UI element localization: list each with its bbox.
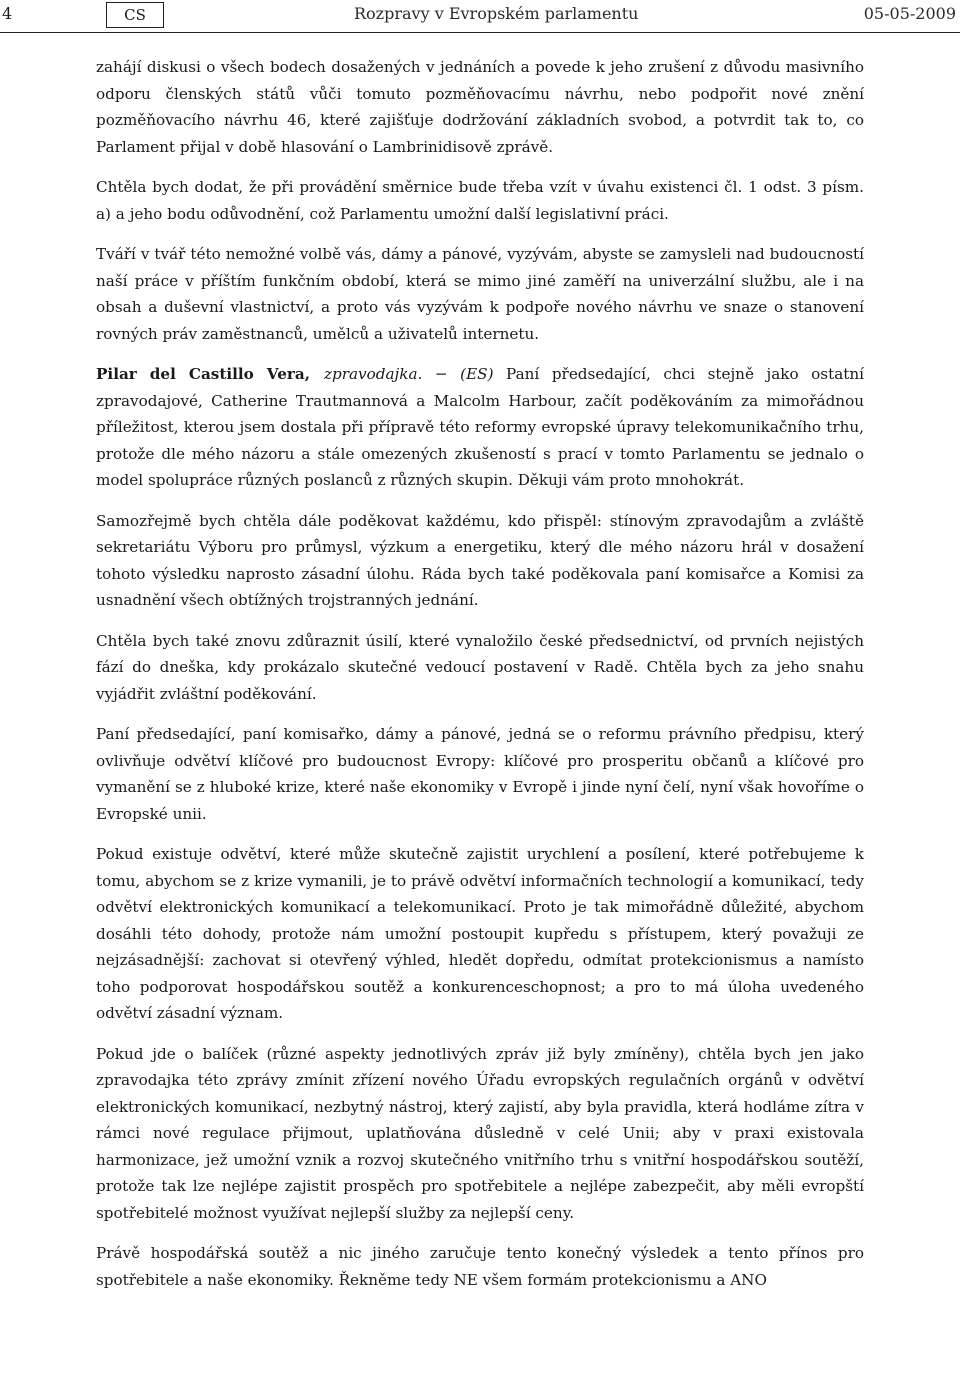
page-number: 4 <box>2 4 13 23</box>
speech-text: Paní předsedající, chci stejně jako ostatní zpravodajové, Catherine Trautmannová a Malcolm Harbour, začít poděkováním za mimořádnou příležitost, kterou jsem dostala při přípravě této reformy evropské úpravy telekomunikačního trhu, protože dle mého názoru a stále omezených zkušeností s prací v tomto Parlamentu se jednalo o model spolupráce různých poslanců z různých skupin. Děkuji vám proto mnohokrát. <box>96 365 864 489</box>
document-title: Rozpravy v Evropském parlamentu <box>354 4 639 23</box>
speaker-name: Pilar del Castillo Vera, <box>96 365 310 383</box>
dash-separator: − <box>422 365 461 383</box>
paragraph: Samozřejmě bych chtěla dále poděkovat každému, kdo přispěl: stínovým zpravodajům a zvláště sekretariátu Výboru pro průmysl, výzkum a energetiku, který dle mého názoru hrál v dosažení tohoto výsledku naprosto zásadní úlohu. Ráda bych také poděkovala paní komisařce a Komisi za usnadnění všech obtížných trojstranných jednání. <box>96 511 864 609</box>
paragraph: zahájí diskusi o všech bodech dosažených v jednáních a povede k jeho zrušení z důvodu masivního odporu členských států vůči tomuto pozměňovacímu návrhu, nebo podpořit nové znění pozměňovacího návrhu 46, které zajišťuje dodržování základních svobod, a potvrdit tak to, co Parlament přijal v době hlasování o Lambrinidisově zprávě. <box>96 58 864 156</box>
speaker-role: zpravodajka. <box>324 365 423 383</box>
original-language-tag: (ES) <box>460 365 494 383</box>
document-date: 05-05-2009 <box>863 4 956 23</box>
paragraph: Tváří v tvář této nemožné volbě vás, dámy a pánové, vyzývám, abyste se zamysleli nad budoucností naší práce v příštím funkčním období, která se mimo jiné zaměří na univerzální službu, ale i na obsah a duševní vlastnictví, a proto vás vyzývám k podpoře nového návrhu ve snaze o stanovení rovných práv zaměstnanců, umělců a uživatelů internetu. <box>96 245 864 343</box>
paragraph: Pokud jde o balíček (různé aspekty jednotlivých zpráv již byly zmíněny), chtěla bych jen jako zpravodajka této zprávy zmínit zřízení nového Úřadu evropských regulačních orgánů v odvětví elektronických komunikací, nezbytný nástroj, který zajistí, aby byla pravidla, která hodláme zítra v rámci nové regulace přijmout, uplatňována důsledně v celé Unii; aby v praxi existovala harmonizace, jež umožní vznik a rozvoj skutečného vnitřního trhu s vnitřní hospodářskou soutěží, protože tak lze nejlépe zajistit prospěch pro spotřebitele a nejlépe zabezpečit, aby měli evropští spotřebitelé možnost využívat nejlepší služby za nejlepší ceny. <box>96 1044 864 1222</box>
paragraph: Právě hospodářská soutěž a nic jiného zaručuje tento konečný výsledek a tento přínos pro spotřebitele a naše ekonomiky. Řekněme tedy NE všem formám protekcionismu a ANO <box>96 1244 864 1289</box>
paragraph: Chtěla bych také znovu zdůraznit úsilí, které vynaložilo české předsednictví, od prvních nejistých fází do dneška, kdy prokázalo skutečné vedoucí postavení v Radě. Chtěla bych za jeho snahu vyjádřit zvláštní poděkování. <box>96 631 864 703</box>
page-header <box>0 0 960 33</box>
paragraph: Chtěla bych dodat, že při provádění směrnice bude třeba vzít v úvahu existenci čl. 1 odst. 3 písm. a) a jeho bodu odůvodnění, což Parlamentu umožní další legislativní práci. <box>96 178 864 223</box>
paragraph: Pokud existuje odvětví, které může skutečně zajistit urychlení a posílení, které potřebujeme k tomu, abychom se z krize vymanili, je to právě odvětví informačních technologií a komunikací, tedy odvětví elektronických komunikací a telekomunikací. Proto je tak mimořádně důležité, abychom dosáhli této dohody, protože nám umožní postoupit kupředu s přístupem, který považuji ze nejzásadnější: zachovat si otevřený výhled, hledět dopředu, odmítat protekcionismus a namísto toho podporovat hospodářskou soutěž a konkurenceschopnost; a pro to má úloha uvedeného odvětví zásadní význam. <box>96 845 864 1022</box>
speaker-paragraph <box>96 361 864 494</box>
language-code-box: CS <box>106 2 164 28</box>
paragraph: Paní předsedající, paní komisařko, dámy a pánové, jedná se o reformu právního předpisu, který ovlivňuje odvětví klíčové pro budoucnost Evropy: klíčové pro prosperitu občanů a klíčové pro vymanění se z hluboké krize, které naše ekonomiky v Evropě i jinde nyní čelí, nyní však hovoříme o Evropské unii. <box>96 725 864 823</box>
document-body <box>96 54 864 1293</box>
